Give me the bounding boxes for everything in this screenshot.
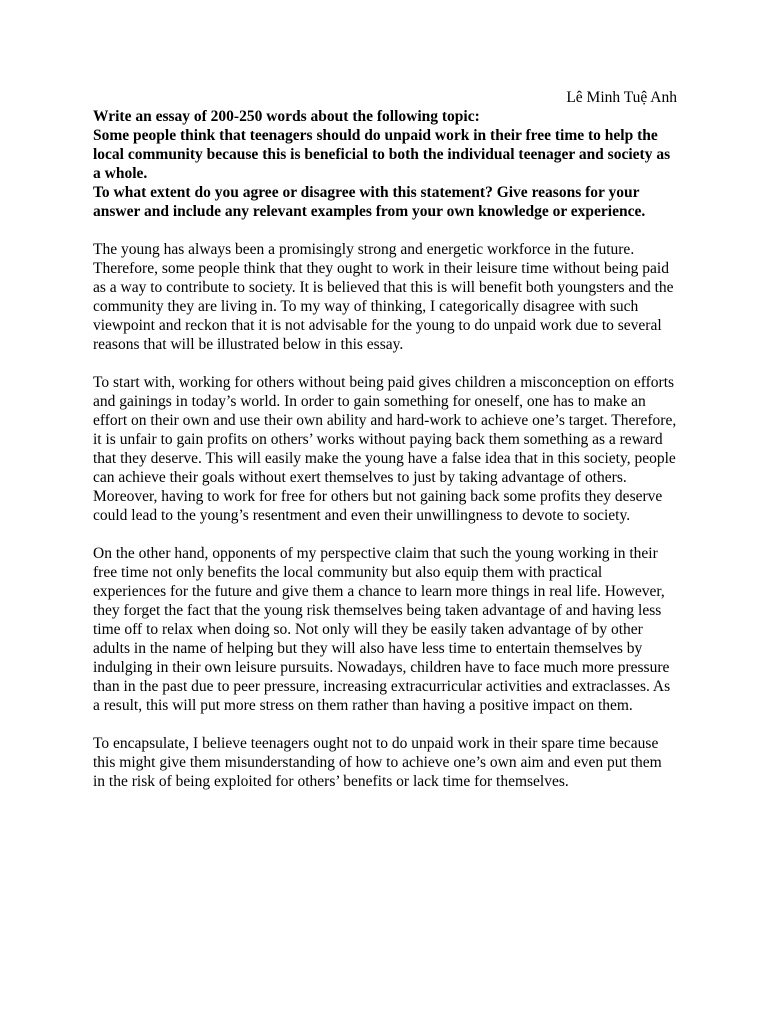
prompt-question: To what extent do you agree or disagree with this statement? Give reasons for your answer and include any relevant examples from your own knowledge or experience. — [93, 184, 646, 220]
author-name: Lê Minh Tuệ Anh — [566, 89, 677, 106]
document-page — [93, 88, 677, 810]
essay-paragraph-conclusion: To encapsulate, I believe teenagers ought not to do unpaid work in their spare time because this might give them misunderstanding of how to achieve one’s own aim and even put them in the risk of being exploited for others’ benefits or lack time for themselves. — [93, 735, 662, 790]
essay-paragraph-body-2: On the other hand, opponents of my perspective claim that such the young working in their free time not only benefits the local community but also equip them with practical experiences for the future and give them a chance to learn more things in real life. However, they forget the fact that the young risk themselves being taken advantage of and having less time off to relax when doing so. Not only will they be easily taken advantage of by other adults in the name of helping but they will also have less time to entertain themselves by indulging in their own leisure pursuits. Nowadays, children have to face much more pressure than in the past due to peer pressure, increasing extracurricular activities and extraclasses. As a result, this will put more stress on them rather than having a positive impact on them. — [93, 545, 671, 714]
essay-prompt — [93, 107, 677, 221]
essay-paragraph-body-1: To start with, working for others without being paid gives children a misconception on efforts and gainings in today’s world. In order to gain something for oneself, one has to make an effort on their own and use their own ability and hard-work to achieve one’s target. Therefore, it is unfair to gain profits on others’ works without paying back them something as a reward that they deserve. This will easily make the young have a false idea that in this society, people can achieve their goals without exert themselves to just by taking advantage of others. Moreover, having to work for free for others but not gaining back some profits they deserve could lead to the young’s resentment and even their unwillingness to devote to society. — [93, 374, 677, 524]
essay-paragraph-intro: The young has always been a promisingly strong and energetic workforce in the future. Therefore, some people think that they ought to work in their leisure time without being paid as a way to contribute to society. It is believed that this is will benefit both youngsters and the community they are living in. To my way of thinking, I categorically disagree with such viewpoint and reckon that it is not advisable for the young to do unpaid work due to several reasons that will be illustrated below in this essay. — [93, 241, 674, 353]
essay-body — [93, 240, 677, 791]
prompt-instruction: Write an essay of 200-250 words about the following topic: — [93, 108, 480, 125]
prompt-topic: Some people think that teenagers should do unpaid work in their free time to help the local community because this is beneficial to both the individual teenager and society as a whole. — [93, 127, 671, 182]
